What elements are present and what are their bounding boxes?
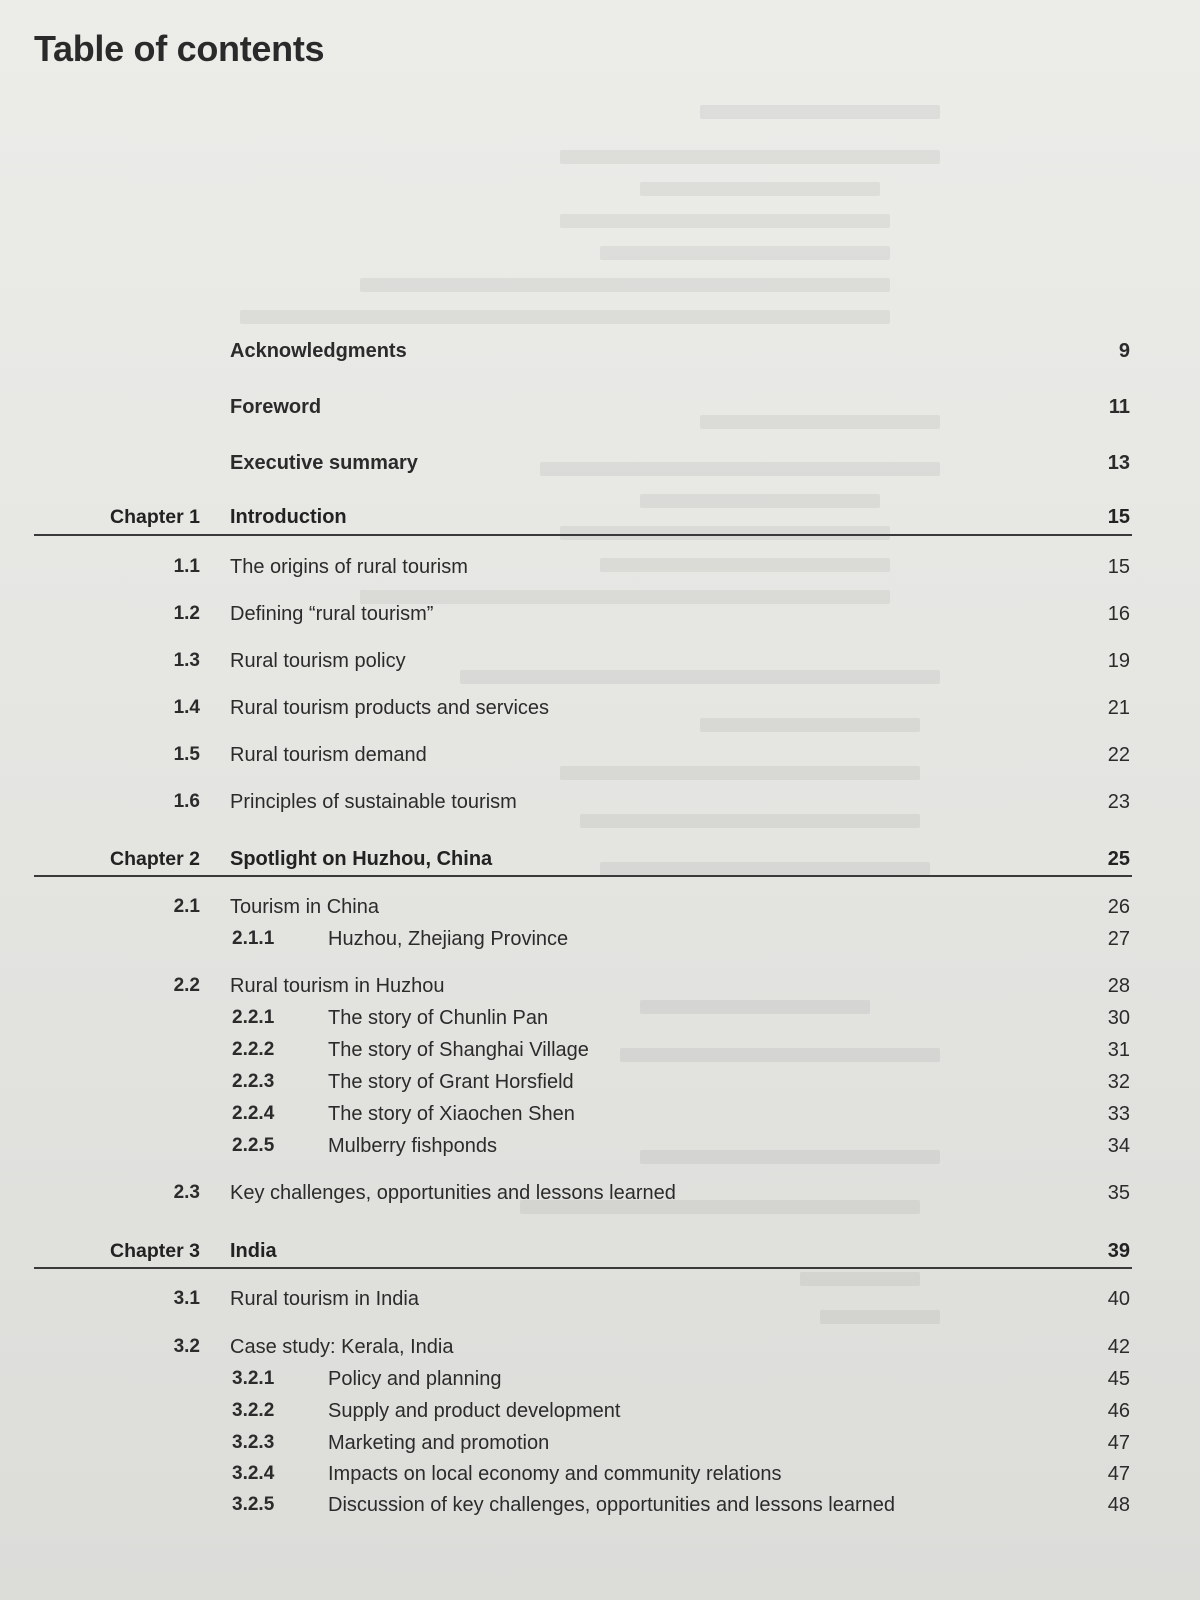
chapter-label: Chapter 3 (110, 1240, 200, 1262)
entry-title: Defining “rural tourism” (230, 603, 434, 625)
page-number: 33 (1107, 1103, 1130, 1125)
entry-title: Spotlight on Huzhou, China (230, 848, 493, 870)
page-number: 15 (1107, 556, 1130, 578)
toc-section-row[interactable] (0, 896, 1200, 928)
section-number: 2.2 (173, 975, 200, 996)
toc-subsection-row[interactable] (0, 1103, 1200, 1135)
page-number: 39 (1107, 1240, 1130, 1262)
toc-front-matter-row[interactable] (0, 340, 1200, 372)
page-number: 26 (1107, 896, 1130, 918)
section-number: 3.2.1 (232, 1368, 275, 1389)
page-number: 27 (1107, 928, 1130, 950)
entry-title: Discussion of key challenges, opportunities and lessons learned (328, 1494, 896, 1516)
chapter-divider-rule (34, 875, 1132, 877)
page-number: 19 (1107, 650, 1130, 672)
toc-subsection-row[interactable] (0, 1039, 1200, 1071)
toc-section-row[interactable] (0, 791, 1200, 823)
entry-title: Foreword (230, 396, 322, 418)
page-number: 25 (1107, 848, 1130, 870)
entry-title: Rural tourism demand (230, 744, 427, 766)
page-number: 22 (1107, 744, 1130, 766)
chapter-divider-rule (34, 1267, 1132, 1269)
section-number: 1.4 (173, 697, 200, 718)
section-number: 2.2.5 (232, 1135, 275, 1156)
toc-subsection-row[interactable] (0, 1432, 1200, 1464)
entry-title: Case study: Kerala, India (230, 1336, 454, 1358)
page-number: 47 (1107, 1463, 1130, 1485)
section-number: 1.6 (173, 791, 200, 812)
page-number: 31 (1107, 1039, 1130, 1061)
page-number: 48 (1107, 1494, 1130, 1516)
page-number: 30 (1107, 1007, 1130, 1029)
toc-section-row[interactable] (0, 650, 1200, 682)
section-number: 3.1 (173, 1288, 200, 1309)
entry-title: Tourism in China (230, 896, 379, 918)
entry-title: Rural tourism in India (230, 1288, 419, 1310)
page-number: 32 (1107, 1071, 1130, 1093)
section-number: 3.2.2 (232, 1400, 275, 1421)
entry-title: Key challenges, opportunities and lessons learned (230, 1182, 676, 1204)
entry-title: Principles of sustainable tourism (230, 791, 517, 813)
page-number: 34 (1107, 1135, 1130, 1157)
section-number: 2.3 (173, 1182, 200, 1203)
entry-title: Acknowledgments (230, 340, 407, 362)
toc-section-row[interactable] (0, 1336, 1200, 1368)
toc-section-row[interactable] (0, 975, 1200, 1007)
section-number: 2.2.4 (232, 1103, 275, 1124)
page-number: 46 (1107, 1400, 1130, 1422)
toc-section-row[interactable] (0, 556, 1200, 588)
section-number: 2.2.1 (232, 1007, 275, 1028)
entry-title: The story of Grant Horsfield (328, 1071, 574, 1093)
toc-front-matter-row[interactable] (0, 396, 1200, 428)
toc-subsection-row[interactable] (0, 1368, 1200, 1400)
section-number: 1.3 (173, 650, 200, 671)
toc-subsection-row[interactable] (0, 1135, 1200, 1167)
entry-title: Impacts on local economy and community relations (328, 1463, 782, 1485)
page-number: 47 (1107, 1432, 1130, 1454)
page-number: 23 (1107, 791, 1130, 813)
page-number: 28 (1107, 975, 1130, 997)
page-number: 9 (1118, 340, 1130, 362)
section-number: 3.2 (173, 1336, 200, 1357)
section-number: 2.2.2 (232, 1039, 275, 1060)
section-number: 3.2.5 (232, 1494, 275, 1515)
entry-title: The origins of rural tourism (230, 556, 468, 578)
entry-title: The story of Chunlin Pan (328, 1007, 549, 1029)
entry-title: The story of Shanghai Village (328, 1039, 589, 1061)
toc-section-row[interactable] (0, 744, 1200, 776)
entry-title: Huzhou, Zhejiang Province (328, 928, 569, 950)
page-number: 45 (1107, 1368, 1130, 1390)
toc-subsection-row[interactable] (0, 1463, 1200, 1495)
entry-title: Introduction (230, 506, 347, 528)
entry-title: India (230, 1240, 277, 1262)
entry-title: Rural tourism in Huzhou (230, 975, 445, 997)
entry-title: Mulberry fishponds (328, 1135, 497, 1157)
section-number: 3.2.3 (232, 1432, 275, 1453)
section-number: 1.1 (173, 556, 200, 577)
entry-title: The story of Xiaochen Shen (328, 1103, 575, 1125)
toc-subsection-row[interactable] (0, 1400, 1200, 1432)
toc-section-row[interactable] (0, 603, 1200, 635)
page-number: 21 (1107, 697, 1130, 719)
section-number: 2.1 (173, 896, 200, 917)
section-number: 1.2 (173, 603, 200, 624)
chapter-label: Chapter 1 (110, 506, 200, 528)
toc-section-row[interactable] (0, 1288, 1200, 1320)
entry-title: Rural tourism policy (230, 650, 406, 672)
page-number: 42 (1107, 1336, 1130, 1358)
toc-subsection-row[interactable] (0, 1007, 1200, 1039)
toc-section-row[interactable] (0, 697, 1200, 729)
page-number: 16 (1107, 603, 1130, 625)
entry-title: Supply and product development (328, 1400, 621, 1422)
toc-subsection-row[interactable] (0, 1494, 1200, 1526)
entry-title: Policy and planning (328, 1368, 502, 1390)
entry-title: Rural tourism products and services (230, 697, 550, 719)
page-number: 15 (1107, 506, 1130, 528)
section-number: 2.1.1 (232, 928, 275, 949)
page-number: 40 (1107, 1288, 1130, 1310)
chapter-label: Chapter 2 (110, 848, 200, 870)
entry-title: Marketing and promotion (328, 1432, 550, 1454)
toc-section-row[interactable] (0, 1182, 1200, 1214)
toc-front-matter-row[interactable] (0, 452, 1200, 484)
entry-title: Executive summary (230, 452, 418, 474)
page-number: 13 (1107, 452, 1130, 474)
page-number: 35 (1107, 1182, 1130, 1204)
section-number: 2.2.3 (232, 1071, 275, 1092)
page-title: Table of contents (34, 28, 325, 69)
toc-subsection-row[interactable] (0, 1071, 1200, 1103)
section-number: 3.2.4 (232, 1463, 275, 1484)
page-number: 11 (1108, 396, 1130, 418)
section-number: 1.5 (173, 744, 200, 765)
chapter-divider-rule (34, 534, 1132, 536)
toc-subsection-row[interactable] (0, 928, 1200, 960)
